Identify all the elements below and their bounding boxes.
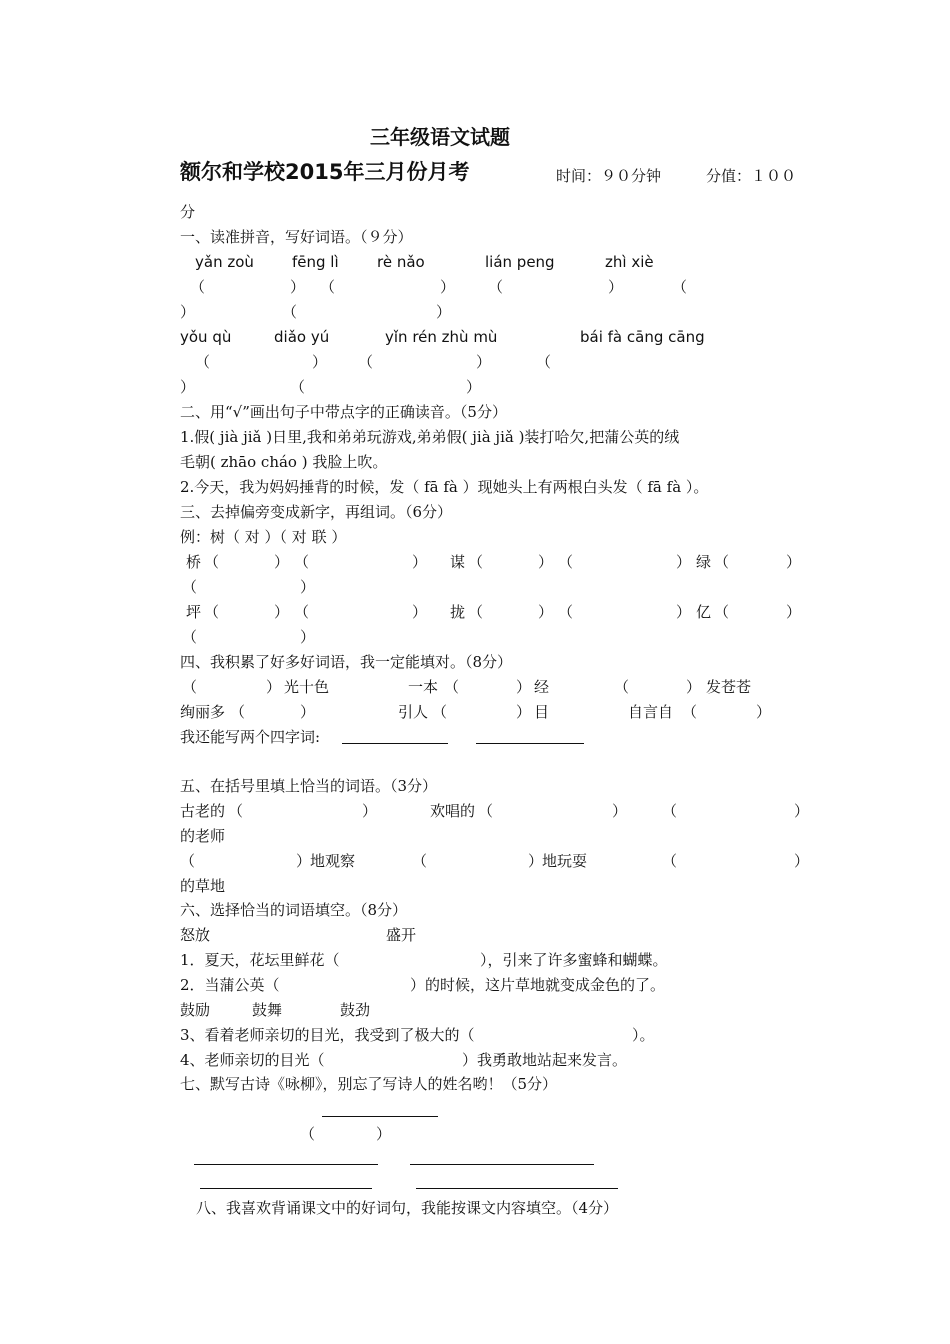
q5-heading: 五、在括号里填上恰当的词语。（3分） <box>180 777 438 795</box>
word-option: 盛开 <box>386 926 417 944</box>
blank-close: ） <box>794 852 810 870</box>
blank-open: （ <box>432 703 448 721</box>
school-exam-title: 额尔和学校2015年三月份月考 <box>180 160 470 184</box>
blank-close: ） <box>266 678 282 696</box>
poem-title-line[interactable] <box>322 1116 438 1117</box>
blank-close: ） <box>516 678 532 696</box>
blank-open: （ <box>444 678 460 696</box>
blank-open: （ <box>320 278 336 296</box>
phrase: 的老师 <box>180 827 226 845</box>
blank-close: ） <box>274 603 290 621</box>
blank-open: （ <box>182 628 198 646</box>
q2-heading: 二、用“√”画出句子中带点字的正确读音。（5分） <box>180 403 507 421</box>
blank-close: ） <box>466 378 482 396</box>
phrase: 地玩耍 <box>542 852 588 870</box>
char-6: 亿 <box>696 603 712 621</box>
pinyin-4: lián peng <box>485 253 555 271</box>
blank-close: ） <box>440 278 456 296</box>
q2-sentence-1a: 1.假( jià jiǎ )日里,我和弟弟玩游戏,弟弟假( jià jiǎ )装打哈欠,把蒲公英的绒 <box>180 428 680 446</box>
blank-close: ） <box>794 802 810 820</box>
blank-open: （ <box>195 353 211 371</box>
blank-open: （ <box>204 553 220 571</box>
blank-close: ） <box>274 553 290 571</box>
blank-open: （ <box>662 802 678 820</box>
q6-sentence-2b: ）的时候，这片草地就变成金色的了。 <box>410 976 666 994</box>
idiom-fragment: 绚丽多 <box>180 703 226 721</box>
blank-open: （ <box>714 553 730 571</box>
blank-close: ） <box>756 703 772 721</box>
q7-heading: 七、默写古诗《咏柳》，别忘了写诗人的姓名哟！（5分） <box>180 1075 558 1093</box>
blank-close: ） <box>180 303 196 321</box>
q8-heading: 八、我喜欢背诵课文中的好词句，我能按课文内容填空。（4分） <box>196 1199 619 1217</box>
blank-close: ） <box>376 1125 392 1143</box>
score-unit: 分 <box>180 203 196 221</box>
pinyin-1: yǎn zoù <box>195 253 254 271</box>
blank-close: ） <box>608 278 624 296</box>
pinyin-5: zhì xiè <box>605 253 654 271</box>
char-3: 绿 <box>696 553 712 571</box>
poem-line[interactable] <box>416 1188 618 1189</box>
q6-sentence-1b: ），引来了许多蜜蜂和蝴蝶。 <box>480 951 668 969</box>
blank-close: ） <box>538 553 554 571</box>
time-label: 时间：９０分钟 <box>556 167 662 185</box>
blank-close: ） <box>436 303 452 321</box>
idiom-fragment: 一本 <box>408 678 439 696</box>
poem-line[interactable] <box>200 1188 372 1189</box>
idiom-fragment: 自言自 <box>628 703 674 721</box>
word-option: 鼓励 <box>180 1001 211 1019</box>
blank-open: （ <box>714 603 730 621</box>
blank-open: （ <box>182 678 198 696</box>
q4-heading: 四、我积累了好多好词语，我一定能填对。（8分） <box>180 653 513 671</box>
blank-close: ） <box>516 703 532 721</box>
blank-open: （ <box>294 553 310 571</box>
word-option: 鼓劲 <box>340 1001 371 1019</box>
blank-close: ） <box>290 278 306 296</box>
blank-open: （ <box>294 603 310 621</box>
q6-heading: 六、选择恰当的词语填空。（8分） <box>180 901 408 919</box>
blank-open: （ <box>614 678 630 696</box>
blank-close: ） <box>676 603 692 621</box>
blank-close: ） <box>312 353 328 371</box>
word-option: 怒放 <box>180 926 211 944</box>
q1-heading: 一、读准拼音，写好词语。（９分） <box>180 228 413 246</box>
blank-open: （ <box>468 553 484 571</box>
blank-close: ） <box>300 578 316 596</box>
idiom-fragment: 发苍苍 <box>706 678 752 696</box>
poem-line[interactable] <box>410 1164 594 1165</box>
blank-open: （ <box>358 353 374 371</box>
q6-sentence-3a: 3、看着老师亲切的目光，我受到了极大的（ <box>180 1026 475 1044</box>
phrase: 的草地 <box>180 877 226 895</box>
pinyin-3: rè nǎo <box>377 253 425 271</box>
idiom-fragment: 目 <box>534 703 550 721</box>
phrase: 欢唱的 <box>430 802 476 820</box>
blank-close: ） <box>476 353 492 371</box>
blank-open: （ <box>558 603 574 621</box>
blank-close: ） <box>180 378 196 396</box>
blank-open: （ <box>558 553 574 571</box>
pinyin-7: diǎo yú <box>274 328 330 346</box>
blank-close: ） <box>296 852 312 870</box>
q3-example: 例：树（ 对 ）（ 对 联 ） <box>180 528 347 546</box>
blank-close: ） <box>528 852 544 870</box>
idiom-fragment: 经 <box>534 678 550 696</box>
blank-open: （ <box>488 278 504 296</box>
blank-open: （ <box>300 1125 316 1143</box>
blank-close: ） <box>786 603 802 621</box>
blank-open: （ <box>672 278 688 296</box>
blank-open: （ <box>468 603 484 621</box>
blank-open: （ <box>228 802 244 820</box>
char-1: 桥 <box>186 553 202 571</box>
blank-open: （ <box>282 303 298 321</box>
char-4: 坪 <box>186 603 202 621</box>
pinyin-9: bái fà cāng cāng <box>580 328 705 346</box>
pinyin-6: yǒu qù <box>180 328 232 346</box>
score-label: 分值：１００ <box>706 167 797 185</box>
q6-sentence-4b: ）我勇敢地站起来发言。 <box>462 1051 628 1069</box>
blank-open: （ <box>204 603 220 621</box>
blank-open: （ <box>290 378 306 396</box>
blank-close: ） <box>676 553 692 571</box>
blank-close: ） <box>362 802 378 820</box>
word-option: 鼓舞 <box>252 1001 283 1019</box>
pinyin-8: yǐn rén zhù mù <box>385 328 498 346</box>
blank-open: （ <box>180 852 196 870</box>
blank-close: ） <box>538 603 554 621</box>
page-title: 三年级语文试题 <box>370 125 510 149</box>
blank-close: ） <box>300 703 316 721</box>
blank-close: ） <box>786 553 802 571</box>
q2-sentence-1b: 毛朝( zhāo cháo ) 我脸上吹。 <box>180 453 388 471</box>
blank-open: （ <box>536 353 552 371</box>
q6-sentence-1a: 1．夏天，花坛里鲜花（ <box>180 951 340 969</box>
pinyin-2: fēng lì <box>292 253 339 271</box>
blank-close: ） <box>412 553 428 571</box>
blank-open: （ <box>682 703 698 721</box>
blank-close: ） <box>612 802 628 820</box>
answer-line[interactable] <box>476 743 584 744</box>
q2-sentence-2: 2.今天，我为妈妈捶背的时候，发（ fā fà ）现她头上有两根白头发（ fā fà ）。 <box>180 478 709 496</box>
blank-close: ） <box>412 603 428 621</box>
blank-open: （ <box>230 703 246 721</box>
idiom-fragment: 光十色 <box>284 678 330 696</box>
q4-extra: 我还能写两个四字词: <box>180 728 321 746</box>
answer-line[interactable] <box>342 743 448 744</box>
q6-sentence-3b: ）。 <box>632 1026 655 1044</box>
blank-open: （ <box>412 852 428 870</box>
phrase: 古老的 <box>180 802 226 820</box>
poem-line[interactable] <box>194 1164 378 1165</box>
blank-close: ） <box>300 628 316 646</box>
char-2: 谋 <box>450 553 466 571</box>
blank-open: （ <box>478 802 494 820</box>
blank-open: （ <box>190 278 206 296</box>
q6-sentence-2a: 2．当蒲公英（ <box>180 976 280 994</box>
phrase: 地观察 <box>310 852 356 870</box>
blank-open: （ <box>662 852 678 870</box>
char-5: 拢 <box>450 603 466 621</box>
blank-close: ） <box>686 678 702 696</box>
q3-heading: 三、去掉偏旁变成新字，再组词。（6分） <box>180 503 453 521</box>
blank-open: （ <box>182 578 198 596</box>
q6-sentence-4a: 4、老师亲切的目光（ <box>180 1051 325 1069</box>
idiom-fragment: 引人 <box>398 703 429 721</box>
